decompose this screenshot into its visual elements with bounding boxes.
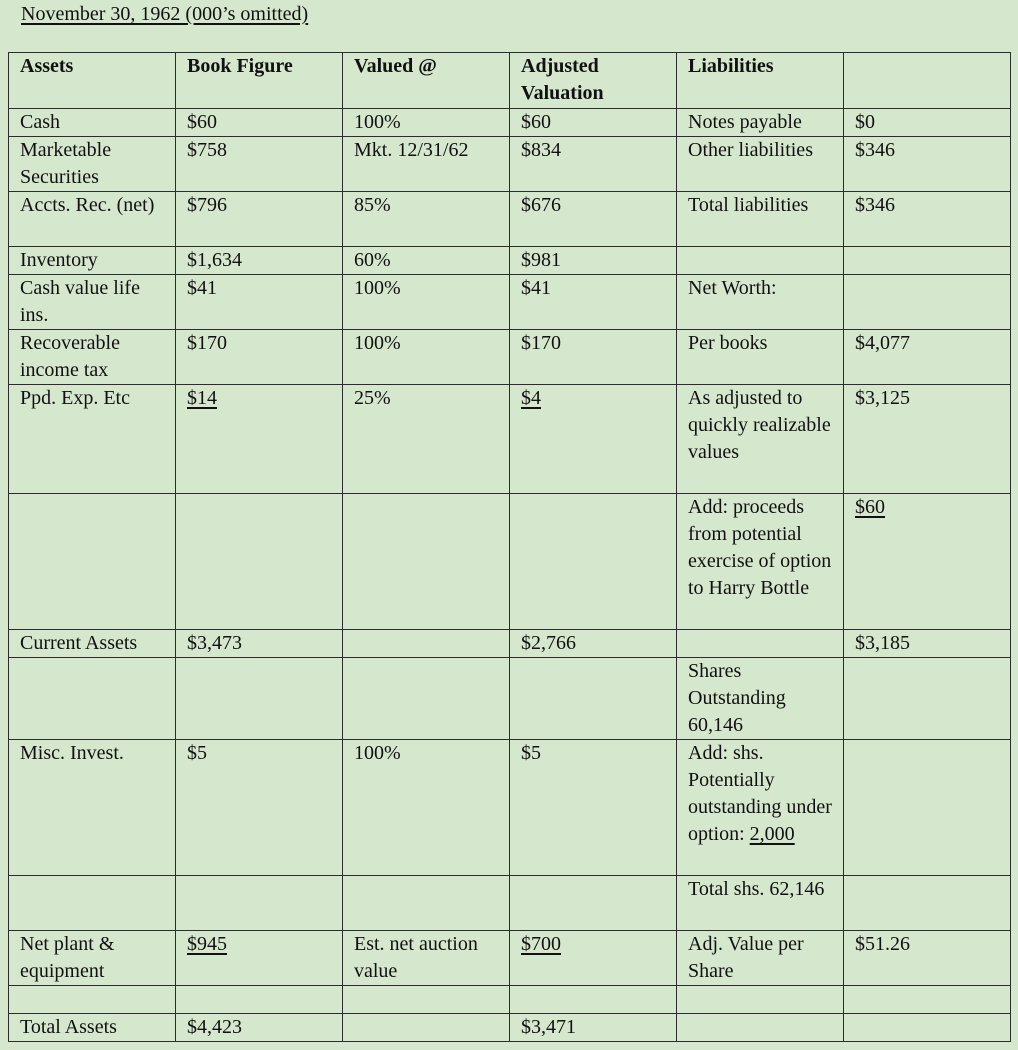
book-figure-cell bbox=[176, 658, 343, 740]
asset-cell bbox=[9, 986, 176, 1014]
adjusted-valuation-cell: $981 bbox=[510, 247, 677, 275]
liability-cell: Adj. Value per Share bbox=[677, 931, 844, 986]
valued-at-cell: 100% bbox=[343, 275, 510, 330]
liability-amount-cell: $51.26 bbox=[844, 931, 1011, 986]
valued-at-cell: 100% bbox=[343, 330, 510, 385]
liability-cell bbox=[677, 247, 844, 275]
table-row bbox=[9, 192, 1011, 247]
asset-cell: Total Assets bbox=[9, 1014, 176, 1042]
table-row bbox=[9, 876, 1011, 931]
book-figure-cell: $796 bbox=[176, 192, 343, 247]
adjusted-valuation-cell: $60 bbox=[510, 109, 677, 137]
valued-at-cell: 60% bbox=[343, 247, 510, 275]
liability-amount-cell bbox=[844, 247, 1011, 275]
adjusted-valuation-cell bbox=[510, 876, 677, 931]
table-row bbox=[9, 247, 1011, 275]
table-row bbox=[9, 330, 1011, 385]
asset-cell: Current Assets bbox=[9, 630, 176, 658]
adjusted-valuation-cell: $5 bbox=[510, 740, 677, 876]
valued-at-cell: 100% bbox=[343, 109, 510, 137]
book-figure-cell: $1,634 bbox=[176, 247, 343, 275]
book-figure-cell: $60 bbox=[176, 109, 343, 137]
liability-amount-cell bbox=[844, 275, 1011, 330]
adjusted-valuation-cell bbox=[510, 986, 677, 1014]
book-figure-cell: $5 bbox=[176, 740, 343, 876]
valued-at-cell bbox=[343, 658, 510, 740]
liability-amount-cell: $346 bbox=[844, 192, 1011, 247]
option-shares-value: 2,000 bbox=[749, 823, 795, 845]
adjusted-valuation-cell: $700 bbox=[510, 931, 677, 986]
adjusted-valuation-cell: $2,766 bbox=[510, 630, 677, 658]
adjusted-valuation-cell: $3,471 bbox=[510, 1014, 677, 1042]
asset-cell bbox=[9, 876, 176, 931]
liability-amount-cell: $3,125 bbox=[844, 385, 1011, 494]
valued-at-cell: Mkt. 12/31/62 bbox=[343, 137, 510, 192]
liability-amount-cell: $3,185 bbox=[844, 630, 1011, 658]
header-amount bbox=[844, 53, 1011, 109]
liability-amount-cell: $0 bbox=[844, 109, 1011, 137]
liability-cell: Notes payable bbox=[677, 109, 844, 137]
header-assets: Assets bbox=[9, 53, 176, 109]
valued-at-cell bbox=[343, 986, 510, 1014]
liability-amount-cell: $4,077 bbox=[844, 330, 1011, 385]
table-row bbox=[9, 1014, 1011, 1042]
liability-cell bbox=[677, 986, 844, 1014]
table-row bbox=[9, 275, 1011, 330]
header-adjusted-valuation: Adjusted Valuation bbox=[510, 53, 677, 109]
valued-at-cell bbox=[343, 1014, 510, 1042]
liability-amount-cell: $346 bbox=[844, 137, 1011, 192]
adjusted-valuation-cell: $41 bbox=[510, 275, 677, 330]
table-header-row bbox=[9, 53, 1011, 109]
liability-cell: Net Worth: bbox=[677, 275, 844, 330]
header-liabilities: Liabilities bbox=[677, 53, 844, 109]
liability-amount-cell: $60 bbox=[844, 494, 1011, 630]
book-figure-cell: $758 bbox=[176, 137, 343, 192]
adjusted-valuation-cell: $4 bbox=[510, 385, 677, 494]
book-figure-cell bbox=[176, 986, 343, 1014]
valued-at-cell bbox=[343, 494, 510, 630]
liability-amount-cell bbox=[844, 740, 1011, 876]
book-figure-cell bbox=[176, 876, 343, 931]
liability-cell bbox=[677, 740, 844, 876]
table-row bbox=[9, 137, 1011, 192]
book-figure-cell: $945 bbox=[176, 931, 343, 986]
table-row bbox=[9, 986, 1011, 1014]
liability-cell: Total shs. 62,146 bbox=[677, 876, 844, 931]
asset-cell bbox=[9, 658, 176, 740]
asset-cell: Recoverable income tax bbox=[9, 330, 176, 385]
liability-text: Add: shs. Potentially outstanding under option: bbox=[688, 742, 832, 845]
liability-amount-cell bbox=[844, 876, 1011, 931]
table-row bbox=[9, 658, 1011, 740]
liability-amount-cell bbox=[844, 986, 1011, 1014]
valued-at-cell: 25% bbox=[343, 385, 510, 494]
table-row bbox=[9, 630, 1011, 658]
book-figure-cell: $170 bbox=[176, 330, 343, 385]
liability-amount-cell bbox=[844, 1014, 1011, 1042]
asset-cell: Ppd. Exp. Etc bbox=[9, 385, 176, 494]
table-row bbox=[9, 385, 1011, 494]
adjusted-valuation-cell bbox=[510, 658, 677, 740]
liability-cell: Total liabilities bbox=[677, 192, 844, 247]
table-row bbox=[9, 494, 1011, 630]
valued-at-cell bbox=[343, 876, 510, 931]
liability-cell bbox=[677, 1014, 844, 1042]
table-row bbox=[9, 931, 1011, 986]
book-figure-cell: $3,473 bbox=[176, 630, 343, 658]
asset-cell: Cash value life ins. bbox=[9, 275, 176, 330]
asset-cell: Marketable Securities bbox=[9, 137, 176, 192]
valued-at-cell: 100% bbox=[343, 740, 510, 876]
header-valued-at: Valued @ bbox=[343, 53, 510, 109]
table-row bbox=[9, 109, 1011, 137]
valued-at-cell bbox=[343, 630, 510, 658]
table-row bbox=[9, 740, 1011, 876]
liability-cell: As adjusted to quickly realizable values bbox=[677, 385, 844, 494]
valued-at-cell: 85% bbox=[343, 192, 510, 247]
document-heading: November 30, 1962 (000’s omitted) bbox=[21, 3, 309, 25]
valued-at-cell: Est. net auction value bbox=[343, 931, 510, 986]
liability-cell: Per books bbox=[677, 330, 844, 385]
adjusted-valuation-cell bbox=[510, 494, 677, 630]
valuation-table bbox=[8, 52, 1011, 1042]
liability-amount-cell bbox=[844, 658, 1011, 740]
liability-cell: Shares Outstanding 60,146 bbox=[677, 658, 844, 740]
book-figure-cell: $41 bbox=[176, 275, 343, 330]
adjusted-valuation-cell: $676 bbox=[510, 192, 677, 247]
asset-cell: Inventory bbox=[9, 247, 176, 275]
asset-cell: Accts. Rec. (net) bbox=[9, 192, 176, 247]
adjusted-valuation-cell: $834 bbox=[510, 137, 677, 192]
asset-cell: Cash bbox=[9, 109, 176, 137]
asset-cell: Net plant & equipment bbox=[9, 931, 176, 986]
asset-cell: Misc. Invest. bbox=[9, 740, 176, 876]
liability-cell: Other liabilities bbox=[677, 137, 844, 192]
adjusted-valuation-cell: $170 bbox=[510, 330, 677, 385]
book-figure-cell: $14 bbox=[176, 385, 343, 494]
asset-cell bbox=[9, 494, 176, 630]
header-book-figure: Book Figure bbox=[176, 53, 343, 109]
book-figure-cell bbox=[176, 494, 343, 630]
book-figure-cell: $4,423 bbox=[176, 1014, 343, 1042]
liability-cell: Add: proceeds from potential exercise of option to Harry Bottle bbox=[677, 494, 844, 630]
liability-cell bbox=[677, 630, 844, 658]
